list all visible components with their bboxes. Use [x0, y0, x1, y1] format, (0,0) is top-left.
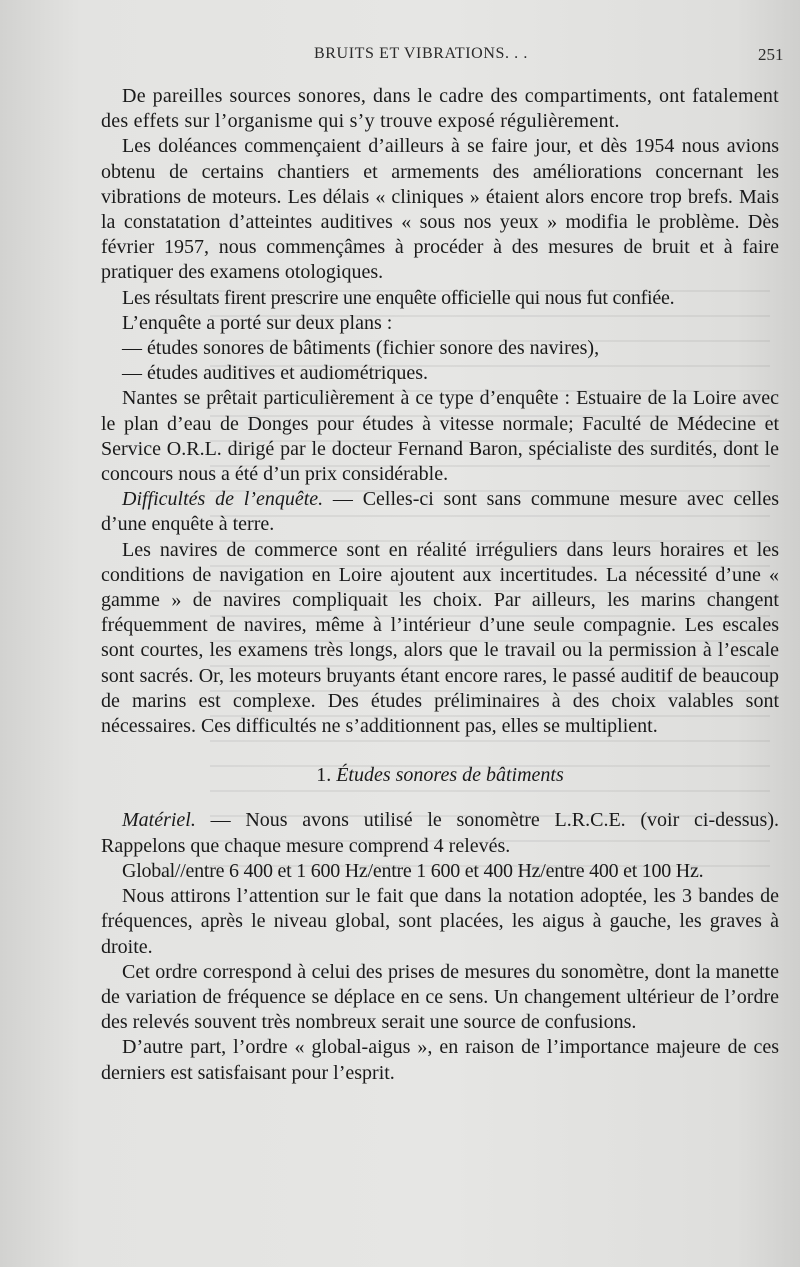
paragraph: D’autre part, l’ordre « global-aigus », en raison de l’importance majeure de ces derniers est satisfaisant pour l’esprit.	[101, 1036, 779, 1084]
paragraph-lead: Difficultés de l’enquête.	[122, 488, 324, 511]
body-text	[101, 84, 779, 1086]
paragraph: Cet ordre correspond à celui des prises de mesures du sonomètre, dont la manette de variation de fréquence se déplace en ce sens. Un changement ultérieur de l’ordre des relevés souvent très nombreux serait une source de confusions.	[101, 960, 779, 1034]
paragraph	[101, 487, 779, 537]
section-number: 1.	[316, 764, 337, 787]
paragraph-body: — Celles-ci sont sans commune mesure avec celles d’une enquête à terre.	[101, 488, 779, 536]
paragraph	[101, 808, 779, 858]
running-head	[0, 45, 800, 69]
paragraph: Global//entre 6 400 et 1 600 Hz/entre 1 600 et 400 Hz/entre 400 et 100 Hz.	[122, 859, 704, 882]
paragraph: Nantes se prêtait particulièrement à ce type d’enquête : Estuaire de la Loire avec le plan d’eau de Donges pour études à vitesse normale; Faculté de Médecine et Service O.R.L. dirigé par le docteur Fernand Baron, spécialiste des surdités, dont le concours nous a été d’un prix considérable.	[101, 387, 779, 486]
paragraph: De pareilles sources sonores, dans le cadre des compartiments, ont fatalement des effets sur l’organisme qui s’y trouve exposé régulièrement.	[101, 85, 779, 133]
section-title: Études sonores de bâtiments	[336, 764, 564, 787]
paragraph-lead: Matériel.	[122, 809, 196, 832]
paragraph: Nous attirons l’attention sur le fait que dans la notation adoptée, les 3 bandes de fréquences, après le niveau global, sont placées, les aigus à gauche, les graves à droite.	[101, 885, 779, 958]
section-heading	[101, 763, 779, 788]
paragraph: L’enquête a porté sur deux plans :	[122, 311, 393, 334]
paragraph: Les navires de commerce sont en réalité irréguliers dans leurs horaires et les conditions de navigation en Loire ajoutent aux incertitudes. La nécessité d’une « gamme » de navires compliquait les choix. Par ailleurs, les marins changent fréquemment de navires, même à l’intérieur d’une seule compagnie. Les escales sont courtes, les examens très longs, alors que le travail ou la permission à l’escale sont sacrés. Or, les moteurs bruyants étant encore rares, le passé auditif de beaucoup de marins est complexe. Des études préliminaires à des choix valables sont nécessaires. Ces difficultés ne s’additionnent pas, elles se multiplient.	[101, 538, 779, 738]
paragraph: Les résultats firent prescrire une enquête officielle qui nous fut confiée.	[122, 286, 675, 309]
list-item: — études sonores de bâtiments (fichier sonore des navires),	[122, 337, 600, 360]
paragraph: Les doléances commençaient d’ailleurs à se faire jour, et dès 1954 nous avions obtenu de certains chantiers et armements des améliorations concernant les vibrations de moteurs. Les délais « cliniques » étaient alors encore trop brefs. Mais la constatation d’atteintes auditives « sous nos yeux » modifia le problème. Dès février 1957, nous commençâmes à procéder à des mesures de bruit et à faire pratiquer des examens otologiques.	[101, 135, 779, 284]
list-item: — études auditives et audiométriques.	[122, 362, 429, 385]
running-title: BRUITS ET VIBRATIONS. . .	[314, 45, 528, 62]
paragraph-body: — Nous avons utilisé le sonomètre L.R.C.E. (voir ci-dessus). Rappelons que chaque mesure comprend 4 relevés.	[101, 809, 779, 857]
page-number: 251	[758, 45, 784, 64]
